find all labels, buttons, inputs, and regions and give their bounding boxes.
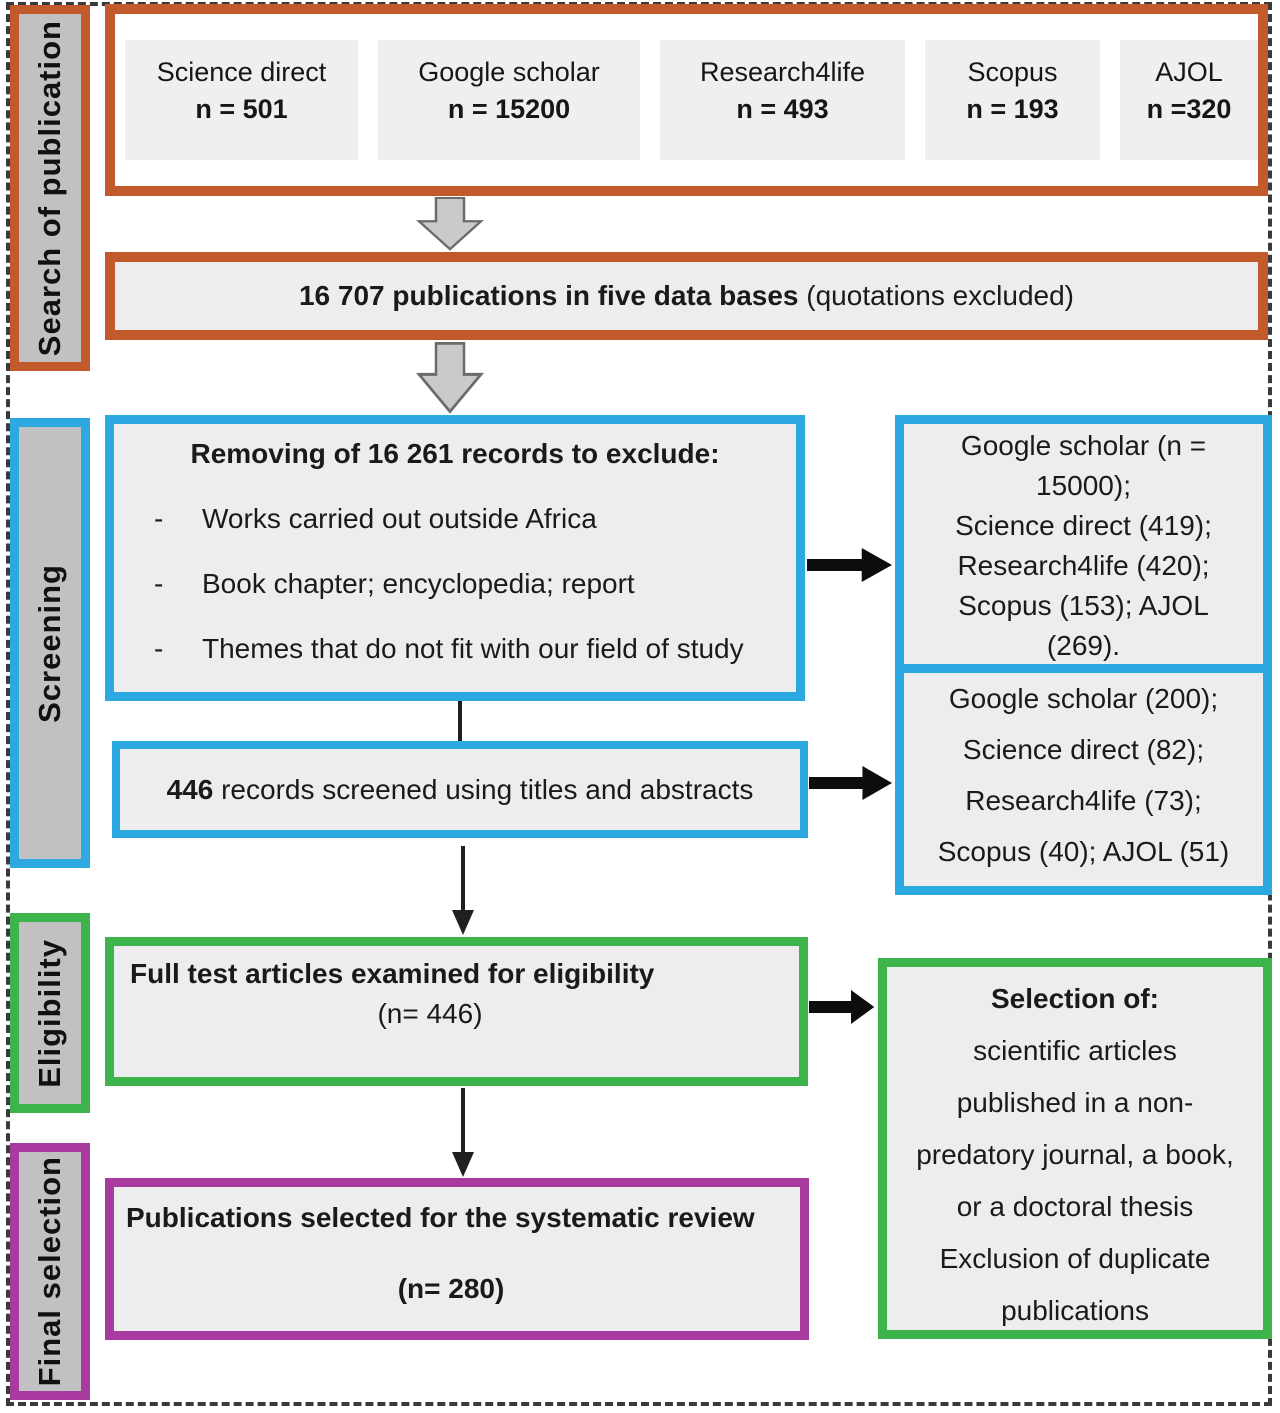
bullet-dash: - <box>154 568 164 599</box>
section-label-screening <box>10 418 90 868</box>
selection-criteria-line: predatory journal, a book, <box>916 1139 1234 1170</box>
excluded-reason-text: Works carried out outside Africa <box>202 503 597 534</box>
selection-criteria-title: Selection of: <box>990 983 1159 1014</box>
total-publications-box <box>105 252 1268 340</box>
final-selection-line2: (n= 280) <box>397 1273 505 1304</box>
total-publications-bold: 16 707 publications in five data bases <box>298 280 799 311</box>
database-name: Scopus <box>967 57 1058 87</box>
eligibility-box <box>105 937 808 1086</box>
right-arrow-icon <box>807 545 893 585</box>
down-block-arrow-icon <box>415 197 485 251</box>
records-screened-rest: records screened using titles and abstracts <box>213 773 754 805</box>
bullet-dash: - <box>154 633 164 664</box>
excluded-reason-item <box>154 501 796 537</box>
connector-line <box>458 701 462 741</box>
excluded-line: Research4life (420); <box>957 550 1210 581</box>
database-count: n = 493 <box>736 94 829 124</box>
excluded-reason-item <box>154 631 796 667</box>
total-publications-note: (quotations excluded) <box>798 280 1075 311</box>
bullet-dash: - <box>154 503 164 534</box>
right-arrow-icon <box>809 763 893 803</box>
screened-line: Science direct (82); <box>962 734 1205 765</box>
excluded-reason-text: Themes that do not fit with our field of study <box>202 633 744 664</box>
section-label-screening-text: Screening <box>32 563 67 723</box>
selection-criteria-line: or a doctoral thesis <box>956 1191 1194 1222</box>
section-label-final-selection <box>10 1143 90 1400</box>
eligibility-line1: Full test articles examined for eligibility <box>130 958 655 989</box>
excluded-reason-text: Book chapter; encyclopedia; report <box>202 568 635 599</box>
eligibility-text-block <box>130 954 730 1034</box>
down-arrow-icon <box>448 1088 478 1178</box>
excluded-line: Scopus (153); AJOL <box>958 590 1209 621</box>
database-name: AJOL <box>1155 57 1223 87</box>
final-selection-text-block <box>126 1197 776 1309</box>
records-excluded-title: Removing of 16 261 records to exclude: <box>190 438 720 469</box>
excluded-reason-item <box>154 566 796 602</box>
total-publications-text <box>299 280 1074 312</box>
selection-criteria-line: published in a non- <box>956 1087 1194 1118</box>
database-box-ajol <box>1120 40 1258 160</box>
screened-line: Scopus (40); AJOL (51) <box>937 836 1230 867</box>
excluded-line: Science direct (419); <box>955 510 1212 541</box>
database-box-google-scholar <box>378 40 640 160</box>
database-box-research4life <box>660 40 905 160</box>
section-label-eligibility-text: Eligibility <box>32 938 67 1088</box>
selection-criteria-line: publications <box>1001 1295 1149 1326</box>
excluded-line: (269). <box>1046 630 1121 661</box>
records-excluded-box <box>105 415 805 701</box>
databases-container-box <box>105 4 1268 196</box>
excluded-line: 15000); <box>1036 470 1131 501</box>
eligibility-line2: (n= 446) <box>377 998 483 1029</box>
database-box-scopus <box>925 40 1100 160</box>
down-block-arrow-icon <box>415 342 485 414</box>
records-screened-box <box>112 741 808 838</box>
records-screened-count: 446 <box>166 773 214 805</box>
screened-line: Research4life (73); <box>965 785 1202 816</box>
database-box-science-direct <box>125 40 358 160</box>
selection-criteria-line: Exclusion of duplicate <box>939 1243 1211 1274</box>
database-name: Research4life <box>699 57 866 87</box>
section-label-search-text: Search of publication <box>32 19 67 357</box>
database-count: n = 193 <box>966 94 1059 124</box>
database-count: n = 501 <box>195 94 288 124</box>
selection-criteria-box <box>878 958 1272 1339</box>
screened-by-database-box <box>895 664 1272 895</box>
database-count: n =320 <box>1146 94 1232 124</box>
section-label-search <box>10 5 90 371</box>
records-screened-text <box>167 774 754 806</box>
final-selection-box <box>105 1178 809 1340</box>
section-label-final-selection-text: Final selection <box>32 1156 67 1387</box>
selection-criteria-line: scientific articles <box>973 1035 1177 1066</box>
excluded-line: Google scholar (n = <box>960 430 1207 461</box>
section-label-eligibility <box>10 913 90 1113</box>
down-arrow-icon <box>448 846 478 936</box>
database-name: Science direct <box>156 57 327 87</box>
excluded-by-database-box <box>895 415 1272 673</box>
database-name: Google scholar <box>418 57 600 87</box>
final-selection-line1: Publications selected for the systematic review <box>126 1202 755 1233</box>
database-count: n = 15200 <box>447 94 571 124</box>
screened-line: Google scholar (200); <box>948 683 1219 714</box>
right-arrow-icon <box>809 987 875 1027</box>
